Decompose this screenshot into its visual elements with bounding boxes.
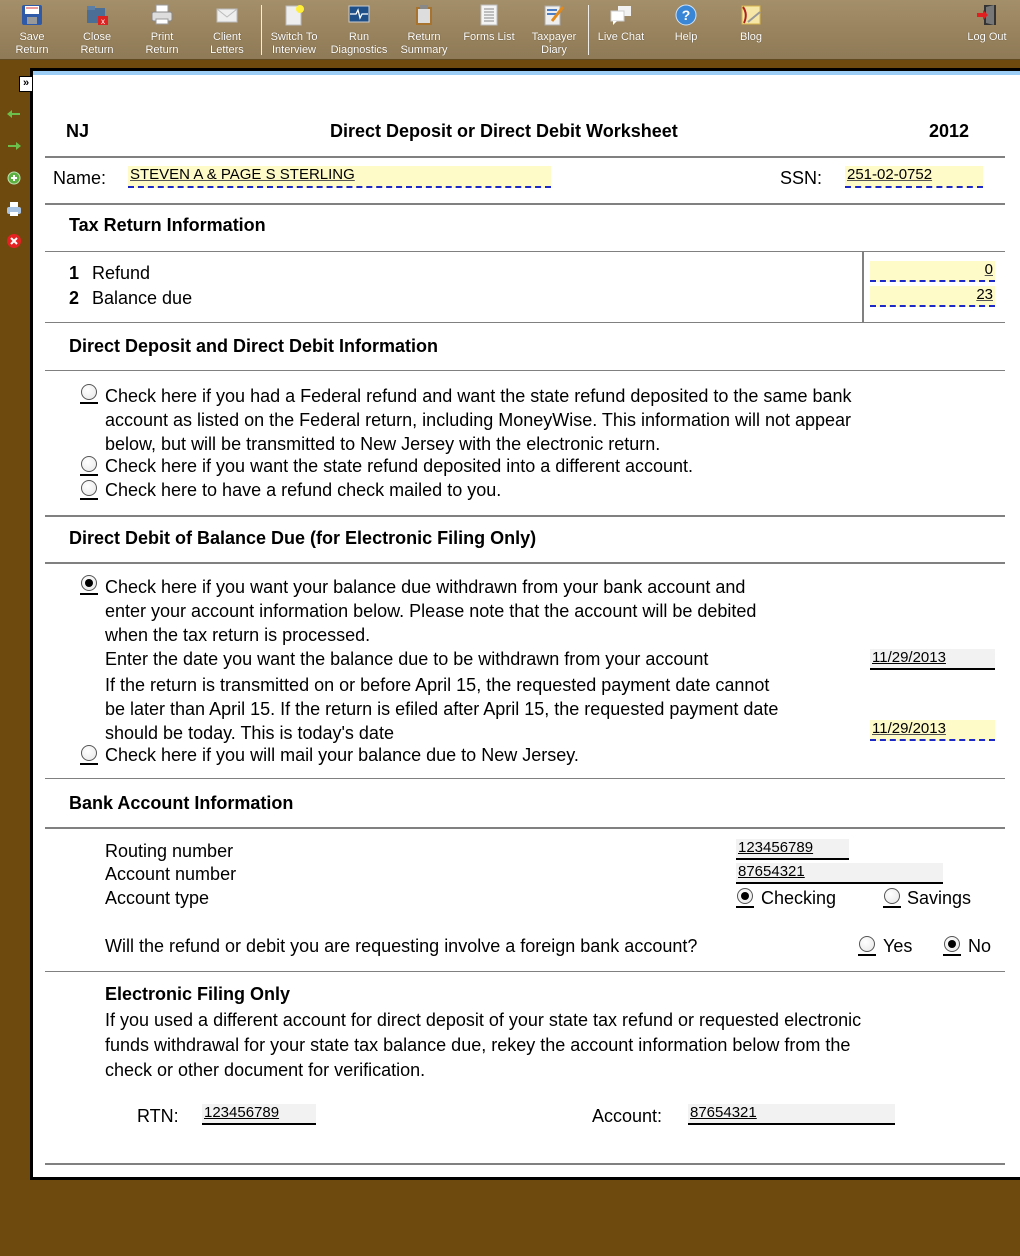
divider xyxy=(45,971,1005,972)
client-letters-label2: Letters xyxy=(210,44,244,56)
line-2-number: 2 xyxy=(69,288,80,308)
help-button[interactable] xyxy=(654,4,718,58)
efile-heading: Electronic Filing Only xyxy=(105,984,291,1004)
return-summary-label2: Summary xyxy=(400,44,448,56)
panel-top-bar xyxy=(33,71,1020,75)
checking-label: Checking xyxy=(761,888,837,908)
divider xyxy=(45,251,1005,252)
worksheet-panel xyxy=(22,68,1020,1180)
vertical-divider xyxy=(862,251,864,322)
balance-due-field[interactable]: 23 xyxy=(870,286,995,307)
debit-date-label: Enter the date you want the balance due to be withdrawn from your account xyxy=(105,649,709,669)
divider xyxy=(45,515,1005,517)
client-letters-label1: Client xyxy=(212,31,242,43)
divider xyxy=(45,156,1005,158)
debit-option-1-line: enter your account information below. Please note that the account will be debited xyxy=(105,601,757,621)
radio-different-account[interactable] xyxy=(80,456,98,476)
name-field[interactable]: STEVEN A & PAGE S STERLING xyxy=(128,166,551,188)
account-number-label: Account number xyxy=(105,864,237,884)
today-date-field[interactable]: 11/29/2013 xyxy=(870,720,995,741)
forms-list-button[interactable] xyxy=(457,4,521,58)
debit-option-1-line: Check here if you want your balance due withdrawn from your bank account and xyxy=(105,577,746,597)
radio-foreign-yes[interactable] xyxy=(858,936,876,956)
run-diagnostics-label2: Diagnostics xyxy=(330,44,388,56)
printer-icon xyxy=(151,4,173,26)
help-question-icon xyxy=(675,4,697,26)
efile-text-line: If you used a different account for direct deposit of your state tax refund or requested electronic xyxy=(105,1010,862,1030)
toolbar xyxy=(0,0,1020,60)
line-1-label: Refund xyxy=(92,263,151,283)
save-return-label1: Save xyxy=(19,31,45,43)
radio-foreign-no[interactable] xyxy=(943,936,961,956)
debit-note-text xyxy=(105,673,778,745)
switch-to-interview-label2: Interview xyxy=(271,44,317,56)
chat-bubbles-icon xyxy=(610,4,632,26)
section-heading-direct-debit: Direct Debit of Balance Due (for Electronic Filing Only) xyxy=(69,528,537,548)
log-out-button[interactable] xyxy=(955,4,1019,58)
switch-to-interview-label1: Switch To xyxy=(270,31,318,43)
blog-label: Blog xyxy=(739,31,763,43)
foreign-account-question: Will the refund or debit you are requesting involve a foreign bank account? xyxy=(105,936,698,956)
debit-date-field[interactable]: 11/29/2013 xyxy=(870,649,995,670)
arrow-left-icon[interactable] xyxy=(6,106,22,122)
divider xyxy=(45,322,1005,323)
taxpayer-diary-label1: Taxpayer xyxy=(531,31,577,43)
ssn-label: SSN: xyxy=(780,168,823,188)
client-letters-button[interactable] xyxy=(195,4,259,58)
debit-note-line: If the return is transmitted on or before April 15, the requested payment date cannot xyxy=(105,675,770,695)
yes-label: Yes xyxy=(883,936,913,956)
divider xyxy=(45,778,1005,779)
forms-list-label: Forms List xyxy=(463,31,515,43)
section-heading-direct-deposit: Direct Deposit and Direct Debit Information xyxy=(69,336,439,356)
return-summary-button[interactable] xyxy=(392,4,456,58)
live-chat-button[interactable] xyxy=(589,4,653,58)
svg-text:?: ? xyxy=(681,7,691,23)
left-rail xyxy=(0,60,30,1256)
add-circle-icon[interactable] xyxy=(6,170,22,186)
envelope-icon xyxy=(216,4,238,26)
collapse-toggle-button[interactable]: » xyxy=(19,76,33,92)
account-number-field[interactable]: 87654321 xyxy=(736,863,943,884)
page-title: Direct Deposit or Direct Debit Worksheet xyxy=(330,121,678,141)
ssn-field[interactable]: 251-02-0752 xyxy=(845,166,983,188)
dd-option-2-text: Check here if you want the state refund deposited into a different account. xyxy=(105,456,694,476)
taxpayer-diary-button[interactable] xyxy=(522,4,586,58)
save-return-button[interactable] xyxy=(0,4,64,58)
divider xyxy=(45,370,1005,371)
notepad-pencil-icon xyxy=(543,4,565,26)
debit-note-line: should be today. This is today's date xyxy=(105,723,394,743)
document-bulb-icon xyxy=(283,4,305,26)
tax-year: 2012 xyxy=(929,121,970,141)
rtn-label: RTN: xyxy=(137,1106,179,1126)
dd-option-1-line: below, but will be transmitted to New Jersey with the electronic return. xyxy=(105,434,661,454)
exit-door-icon xyxy=(976,4,998,26)
divider xyxy=(45,203,1005,205)
efile-text-line: check or other document for verification. xyxy=(105,1060,426,1080)
clipboard-icon xyxy=(413,4,435,26)
debit-note-line: be later than April 15. If the return is efiled after April 15, the requested payment date xyxy=(105,699,779,719)
log-out-label: Log Out xyxy=(967,31,1007,43)
run-diagnostics-label1: Run xyxy=(348,31,370,43)
close-return-label2: Return xyxy=(80,44,114,56)
list-document-icon xyxy=(478,4,500,26)
arrow-right-icon[interactable] xyxy=(6,138,22,154)
close-return-button[interactable] xyxy=(65,4,129,58)
delete-circle-icon[interactable] xyxy=(6,233,22,249)
section-heading-bank-account: Bank Account Information xyxy=(69,793,294,813)
debit-option-1-line: when the tax return is processed. xyxy=(105,625,371,645)
savings-label: Savings xyxy=(907,888,972,908)
live-chat-label: Live Chat xyxy=(597,31,645,43)
dd-option-1-line: account as listed on the Federal return, including MoneyWise. This information will not appear xyxy=(105,410,852,430)
routing-number-field[interactable]: 123456789 xyxy=(736,839,849,860)
efile-text-line: funds withdrawal for your state tax balance due, rekey the account information below from the xyxy=(105,1035,851,1055)
close-return-label1: Close xyxy=(82,31,112,43)
section-heading-tax-return: Tax Return Information xyxy=(69,215,266,235)
line-2-label: Balance due xyxy=(92,288,193,308)
account-verify-field[interactable]: 87654321 xyxy=(688,1104,895,1125)
run-diagnostics-button[interactable] xyxy=(327,4,391,58)
dd-option-1-text xyxy=(105,384,851,456)
state-code: NJ xyxy=(66,121,90,141)
divider xyxy=(45,562,1005,564)
svg-text:x: x xyxy=(101,17,105,26)
radio-checking[interactable] xyxy=(736,888,754,908)
radio-withdraw-balance[interactable] xyxy=(80,575,98,595)
debit-option-2-text: Check here if you will mail your balance due to New Jersey. xyxy=(105,745,579,765)
radio-refund-check-mailed[interactable] xyxy=(80,480,98,500)
no-label: No xyxy=(968,936,992,956)
print-return-label2: Return xyxy=(145,44,179,56)
switch-to-interview-button[interactable] xyxy=(262,4,326,58)
account-verify-label: Account: xyxy=(592,1106,663,1126)
divider xyxy=(45,1163,1005,1165)
return-summary-label1: Return xyxy=(407,31,441,43)
help-label: Help xyxy=(674,31,698,43)
dd-option-3-text: Check here to have a refund check mailed to you. xyxy=(105,480,502,500)
taxpayer-diary-label2: Diary xyxy=(541,44,567,56)
print-return-label1: Print xyxy=(150,31,174,43)
routing-number-label: Routing number xyxy=(105,841,234,861)
print-return-button[interactable] xyxy=(130,4,194,58)
monitor-pulse-icon xyxy=(348,4,370,26)
divider xyxy=(45,827,1005,829)
save-return-label2: Return xyxy=(15,44,49,56)
dd-option-1-line: Check here if you had a Federal refund and want the state refund deposited to the same bank xyxy=(105,386,852,406)
account-type-label: Account type xyxy=(105,888,210,908)
rtn-field[interactable]: 123456789 xyxy=(202,1104,316,1125)
efile-text xyxy=(105,1008,861,1083)
line-1-number: 1 xyxy=(69,263,80,283)
refund-field[interactable]: 0 xyxy=(870,261,995,282)
radio-same-federal-account[interactable] xyxy=(80,384,98,404)
radio-savings[interactable] xyxy=(883,888,901,908)
radio-mail-balance[interactable] xyxy=(80,745,98,765)
floppy-disk-icon xyxy=(21,4,43,26)
name-label: Name: xyxy=(53,168,107,188)
debit-option-1-text xyxy=(105,575,756,647)
scroll-quill-icon xyxy=(740,4,762,26)
printer-icon[interactable] xyxy=(6,201,22,217)
folder-close-icon xyxy=(86,4,108,26)
blog-button[interactable] xyxy=(719,4,783,58)
